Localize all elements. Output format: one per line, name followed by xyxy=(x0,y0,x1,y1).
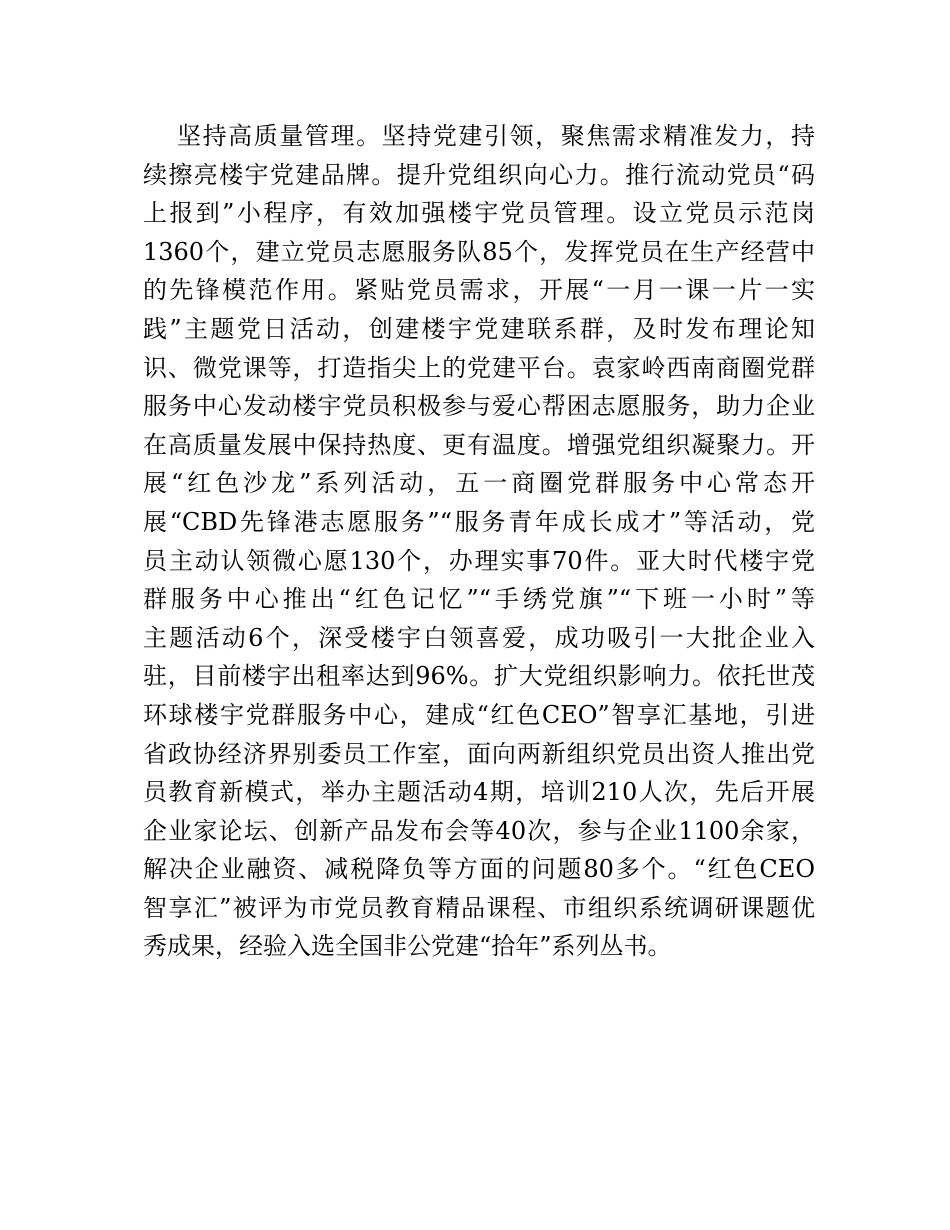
paragraph-line-22: 秀成果，经验入选全国非公党建“拾年”系列丛书。 xyxy=(143,932,672,961)
paragraph-line-20: 解决企业融资、减税降负等方面的问题80多个。“红色CEO xyxy=(143,855,815,884)
paragraph-line-10: 展“红色沙龙”系列活动，五一商圈党群服务中心常态开 xyxy=(143,469,815,498)
paragraph-line-9: 在高质量发展中保持热度、更有温度。增强党组织凝聚力。开 xyxy=(143,430,815,459)
paragraph-line-21: 智享汇”被评为市党员教育精品课程、市组织系统调研课题优 xyxy=(143,893,815,922)
paragraph-line-17: 省政协经济界别委员工作室，面向两新组织党员出资人推出党 xyxy=(143,739,815,768)
paragraph-line-18: 员教育新模式，举办主题活动4期，培训210人次，先后开展 xyxy=(143,778,815,807)
paragraph-line-11: 展“CBD先锋港志愿服务”“服务青年成长成才”等活动，党 xyxy=(143,507,815,536)
paragraph-line-7: 识、微党课等，打造指尖上的党建平台。袁家岭西南商圈党群 xyxy=(143,353,815,382)
paragraph-line-19: 企业家论坛、创新产品发布会等40次，参与企业1100余家， xyxy=(143,816,815,845)
paragraph-line-12: 员主动认领微心愿130个，办理实事70件。亚大时代楼宇党 xyxy=(143,546,815,575)
paragraph-line-13: 群服务中心推出“红色记忆”“手绣党旗”“下班一小时”等 xyxy=(143,585,815,614)
paragraph-line-16: 环球楼宇党群服务中心，建成“红色CEO”智享汇基地，引进 xyxy=(143,700,815,729)
paragraph-line-14: 主题活动6个，深受楼宇白领喜爱，成功吸引一大批企业入 xyxy=(143,623,815,652)
paragraph-line-4: 1360个，建立党员志愿服务队85个，发挥党员在生产经营中 xyxy=(143,237,815,266)
paragraph-line-3: 上报到”小程序，有效加强楼宇党员管理。设立党员示范岗 xyxy=(143,199,815,228)
body-paragraph xyxy=(143,117,815,966)
paragraph-line-2: 续擦亮楼宇党建品牌。提升党组织向心力。推行流动党员“码 xyxy=(143,160,815,189)
paragraph-line-5: 的先锋模范作用。紧贴党员需求，开展“一月一课一片一实 xyxy=(143,276,815,305)
paragraph-line-1: 坚持高质量管理。坚持党建引领，聚焦需求精准发力，持 xyxy=(177,122,815,150)
paragraph-line-6: 践”主题党日活动，创建楼宇党建联系群，及时发布理论知 xyxy=(143,314,815,343)
paragraph-line-15: 驻，目前楼宇出租率达到96%。扩大党组织影响力。依托世茂 xyxy=(143,662,815,691)
paragraph-line-8: 服务中心发动楼宇党员积极参与爱心帮困志愿服务，助力企业 xyxy=(143,392,815,421)
